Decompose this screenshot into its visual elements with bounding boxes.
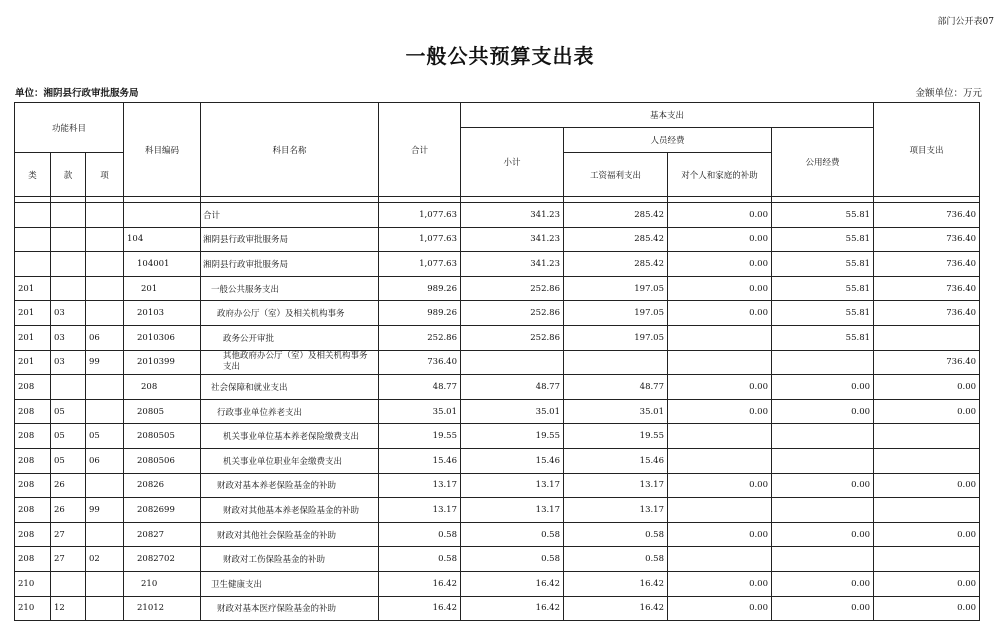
public-cell: 0.00 [772, 522, 874, 547]
lei-cell: 208 [15, 375, 51, 400]
public-cell [772, 350, 874, 375]
name-cell: 卫生健康支出 [201, 571, 379, 596]
kuan-cell [51, 252, 86, 277]
table-row [15, 596, 980, 621]
xiang-cell [86, 473, 124, 498]
lei-cell [15, 227, 51, 252]
code-cell: 20826 [124, 473, 201, 498]
project-cell: 736.40 [874, 350, 980, 375]
public-cell: 0.00 [772, 571, 874, 596]
subtotal-cell: 341.23 [461, 227, 564, 252]
table-row [15, 498, 980, 523]
project-cell: 0.00 [874, 571, 980, 596]
code-cell: 2082702 [124, 547, 201, 572]
xiang-cell: 06 [86, 448, 124, 473]
xiang-cell: 05 [86, 424, 124, 449]
table-body [15, 197, 980, 621]
project-cell: 736.40 [874, 203, 980, 228]
public-cell [772, 448, 874, 473]
code-cell: 2010399 [124, 350, 201, 375]
name-cell: 机关事业单位职业年金缴费支出 [201, 448, 379, 473]
header-code: 科目编码 [124, 103, 201, 197]
subtotal-cell: 0.58 [461, 522, 564, 547]
subsidy-cell: 0.00 [668, 399, 772, 424]
table-row [15, 424, 980, 449]
total-cell: 13.17 [379, 498, 461, 523]
table-row [15, 473, 980, 498]
name-cell: 政务公开审批 [201, 325, 379, 350]
header-total: 合计 [379, 103, 461, 197]
lei-cell: 201 [15, 350, 51, 375]
code-cell: 2082699 [124, 498, 201, 523]
salary-cell: 48.77 [564, 375, 668, 400]
header-xiang: 项 [86, 153, 124, 197]
subtotal-cell: 13.17 [461, 498, 564, 523]
lei-cell: 210 [15, 596, 51, 621]
subsidy-cell [668, 325, 772, 350]
lei-cell: 208 [15, 522, 51, 547]
table-row [15, 276, 980, 301]
subsidy-cell: 0.00 [668, 203, 772, 228]
salary-cell: 0.58 [564, 547, 668, 572]
name-cell: 其他政府办公厅（室）及相关机构事务支出 [201, 350, 379, 375]
table-row [15, 547, 980, 572]
salary-cell: 285.42 [564, 227, 668, 252]
total-cell: 35.01 [379, 399, 461, 424]
xiang-cell: 06 [86, 325, 124, 350]
subtotal-cell: 341.23 [461, 252, 564, 277]
xiang-cell [86, 596, 124, 621]
subsidy-cell: 0.00 [668, 473, 772, 498]
salary-cell: 15.46 [564, 448, 668, 473]
kuan-cell: 05 [51, 448, 86, 473]
lei-cell: 201 [15, 276, 51, 301]
table-row [15, 325, 980, 350]
xiang-cell [86, 571, 124, 596]
code-cell: 104001 [124, 252, 201, 277]
subsidy-cell: 0.00 [668, 596, 772, 621]
public-cell: 55.81 [772, 252, 874, 277]
xiang-cell [86, 301, 124, 326]
subsidy-cell [668, 547, 772, 572]
salary-cell: 13.17 [564, 498, 668, 523]
subtotal-cell: 16.42 [461, 596, 564, 621]
code-cell: 20103 [124, 301, 201, 326]
kuan-cell: 03 [51, 301, 86, 326]
salary-cell: 13.17 [564, 473, 668, 498]
name-cell: 财政对其他社会保险基金的补助 [201, 522, 379, 547]
subtotal-cell: 48.77 [461, 375, 564, 400]
subtotal-cell: 16.42 [461, 571, 564, 596]
budget-table [14, 102, 980, 621]
kuan-cell [51, 375, 86, 400]
total-cell: 15.46 [379, 448, 461, 473]
kuan-cell [51, 227, 86, 252]
salary-cell: 16.42 [564, 596, 668, 621]
kuan-cell [51, 276, 86, 301]
subsidy-cell [668, 498, 772, 523]
xiang-cell: 99 [86, 350, 124, 375]
table-row [15, 350, 980, 375]
lei-cell: 201 [15, 325, 51, 350]
lei-cell: 208 [15, 547, 51, 572]
code-cell: 104 [124, 227, 201, 252]
kuan-cell: 03 [51, 350, 86, 375]
subtotal-cell: 252.86 [461, 325, 564, 350]
total-cell: 1,077.63 [379, 252, 461, 277]
subsidy-cell: 0.00 [668, 252, 772, 277]
subtotal-cell [461, 350, 564, 375]
subtotal-cell: 252.86 [461, 301, 564, 326]
code-cell: 2080506 [124, 448, 201, 473]
public-cell: 55.81 [772, 301, 874, 326]
project-cell: 736.40 [874, 227, 980, 252]
salary-cell: 197.05 [564, 325, 668, 350]
subtotal-cell: 0.58 [461, 547, 564, 572]
total-cell: 989.26 [379, 301, 461, 326]
form-number: 部门公开表07 [937, 17, 994, 27]
total-cell: 0.58 [379, 522, 461, 547]
project-cell [874, 498, 980, 523]
project-cell: 0.00 [874, 399, 980, 424]
total-cell: 16.42 [379, 596, 461, 621]
total-cell: 252.86 [379, 325, 461, 350]
name-cell: 湘阴县行政审批服务局 [201, 252, 379, 277]
salary-cell: 0.58 [564, 522, 668, 547]
kuan-cell: 26 [51, 498, 86, 523]
header-subtotal: 小计 [461, 128, 564, 197]
salary-cell: 35.01 [564, 399, 668, 424]
public-cell [772, 424, 874, 449]
project-cell [874, 325, 980, 350]
kuan-cell: 05 [51, 399, 86, 424]
public-cell: 55.81 [772, 203, 874, 228]
table-row [15, 203, 980, 228]
lei-cell: 201 [15, 301, 51, 326]
header-personnel: 人员经费 [564, 128, 772, 153]
public-cell [772, 498, 874, 523]
total-cell: 13.17 [379, 473, 461, 498]
project-cell: 736.40 [874, 252, 980, 277]
table-row [15, 227, 980, 252]
xiang-cell: 99 [86, 498, 124, 523]
subtotal-cell: 35.01 [461, 399, 564, 424]
public-cell: 55.81 [772, 227, 874, 252]
xiang-cell [86, 375, 124, 400]
public-cell: 55.81 [772, 325, 874, 350]
total-cell: 989.26 [379, 276, 461, 301]
subtotal-cell: 15.46 [461, 448, 564, 473]
kuan-cell [51, 203, 86, 228]
table-row [15, 399, 980, 424]
table-row [15, 522, 980, 547]
name-cell: 政府办公厅（室）及相关机构事务 [201, 301, 379, 326]
kuan-cell: 03 [51, 325, 86, 350]
lei-cell: 208 [15, 498, 51, 523]
amount-unit-label: 金额单位：万元 [915, 88, 982, 99]
salary-cell: 16.42 [564, 571, 668, 596]
subtotal-cell: 13.17 [461, 473, 564, 498]
public-cell [772, 547, 874, 572]
salary-cell: 285.42 [564, 252, 668, 277]
total-cell: 19.55 [379, 424, 461, 449]
name-cell: 合计 [201, 203, 379, 228]
code-cell: 201 [124, 276, 201, 301]
salary-cell: 285.42 [564, 203, 668, 228]
public-cell: 0.00 [772, 596, 874, 621]
code-cell: 208 [124, 375, 201, 400]
lei-cell: 208 [15, 424, 51, 449]
header-lei: 类 [15, 153, 51, 197]
name-cell: 机关事业单位基本养老保险缴费支出 [201, 424, 379, 449]
kuan-cell [51, 571, 86, 596]
code-cell [124, 203, 201, 228]
xiang-cell [86, 276, 124, 301]
subsidy-cell: 0.00 [668, 301, 772, 326]
header-salary: 工资福利支出 [564, 153, 668, 197]
subsidy-cell: 0.00 [668, 375, 772, 400]
public-cell: 0.00 [772, 375, 874, 400]
name-cell: 财政对基本养老保险基金的补助 [201, 473, 379, 498]
table-row [15, 252, 980, 277]
name-cell: 财政对其他基本养老保险基金的补助 [201, 498, 379, 523]
total-cell: 0.58 [379, 547, 461, 572]
name-cell: 湘阴县行政审批服务局 [201, 227, 379, 252]
table-row [15, 571, 980, 596]
total-cell: 1,077.63 [379, 227, 461, 252]
kuan-cell: 26 [51, 473, 86, 498]
project-cell: 0.00 [874, 596, 980, 621]
salary-cell: 197.05 [564, 301, 668, 326]
project-cell: 0.00 [874, 473, 980, 498]
public-cell: 55.81 [772, 276, 874, 301]
project-cell: 0.00 [874, 375, 980, 400]
xiang-cell [86, 227, 124, 252]
salary-cell: 19.55 [564, 424, 668, 449]
xiang-cell [86, 203, 124, 228]
project-cell [874, 547, 980, 572]
subsidy-cell [668, 350, 772, 375]
subtotal-cell: 19.55 [461, 424, 564, 449]
lei-cell [15, 203, 51, 228]
name-cell: 行政事业单位养老支出 [201, 399, 379, 424]
xiang-cell [86, 252, 124, 277]
project-cell: 736.40 [874, 276, 980, 301]
total-cell: 48.77 [379, 375, 461, 400]
subsidy-cell [668, 448, 772, 473]
page-title: 一般公共预算支出表 [405, 44, 595, 68]
code-cell: 20827 [124, 522, 201, 547]
header-func-subject: 功能科目 [15, 103, 124, 153]
lei-cell: 208 [15, 448, 51, 473]
xiang-cell [86, 522, 124, 547]
header-kuan: 款 [51, 153, 86, 197]
table-row [15, 301, 980, 326]
code-cell: 2010306 [124, 325, 201, 350]
kuan-cell: 12 [51, 596, 86, 621]
name-cell: 一般公共服务支出 [201, 276, 379, 301]
name-cell: 社会保障和就业支出 [201, 375, 379, 400]
project-cell: 0.00 [874, 522, 980, 547]
header-project: 项目支出 [874, 103, 980, 197]
subsidy-cell [668, 424, 772, 449]
name-cell: 财政对基本医疗保险基金的补助 [201, 596, 379, 621]
xiang-cell [86, 399, 124, 424]
total-cell: 16.42 [379, 571, 461, 596]
total-cell: 736.40 [379, 350, 461, 375]
table-row [15, 375, 980, 400]
public-cell: 0.00 [772, 399, 874, 424]
subtotal-cell: 252.86 [461, 276, 564, 301]
code-cell: 20805 [124, 399, 201, 424]
header-public: 公用经费 [772, 128, 874, 197]
public-cell: 0.00 [772, 473, 874, 498]
code-cell: 210 [124, 571, 201, 596]
xiang-cell: 02 [86, 547, 124, 572]
kuan-cell: 27 [51, 547, 86, 572]
header-subsidy: 对个人和家庭的补助 [668, 153, 772, 197]
lei-cell: 210 [15, 571, 51, 596]
project-cell [874, 448, 980, 473]
lei-cell [15, 252, 51, 277]
salary-cell: 197.05 [564, 276, 668, 301]
code-cell: 21012 [124, 596, 201, 621]
project-cell [874, 424, 980, 449]
unit-label: 单位：湘阴县行政审批服务局 [15, 88, 139, 99]
kuan-cell: 05 [51, 424, 86, 449]
header-basic: 基本支出 [461, 103, 874, 128]
subsidy-cell: 0.00 [668, 522, 772, 547]
subsidy-cell: 0.00 [668, 276, 772, 301]
table-row [15, 448, 980, 473]
code-cell: 2080505 [124, 424, 201, 449]
total-cell: 1,077.63 [379, 203, 461, 228]
subsidy-cell: 0.00 [668, 227, 772, 252]
header-name: 科目名称 [201, 103, 379, 197]
kuan-cell: 27 [51, 522, 86, 547]
name-cell: 财政对工伤保险基金的补助 [201, 547, 379, 572]
subsidy-cell: 0.00 [668, 571, 772, 596]
project-cell: 736.40 [874, 301, 980, 326]
salary-cell [564, 350, 668, 375]
subtotal-cell: 341.23 [461, 203, 564, 228]
lei-cell: 208 [15, 399, 51, 424]
lei-cell: 208 [15, 473, 51, 498]
